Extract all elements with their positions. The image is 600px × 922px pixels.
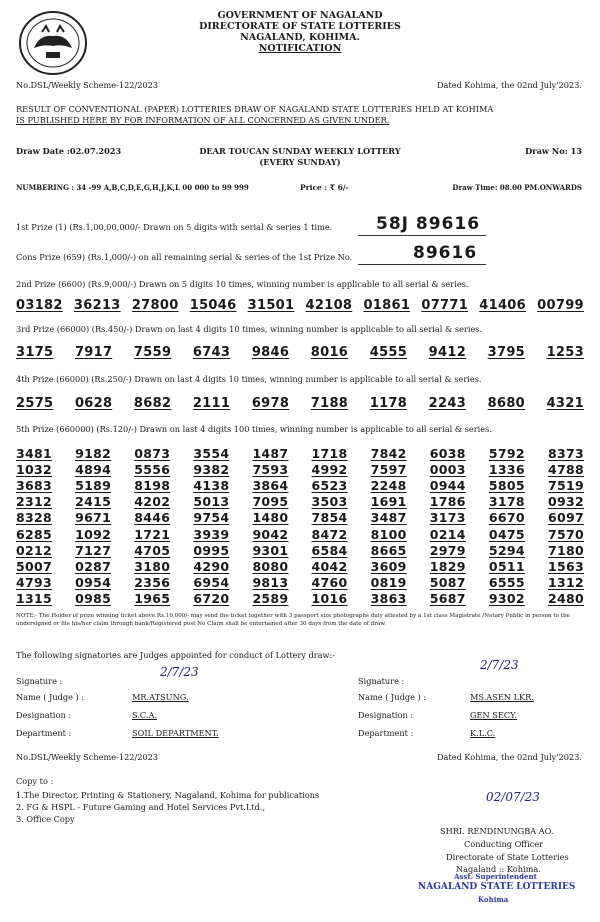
judge-right-department: K.L.C. [470, 728, 496, 738]
second-prize-number: 27800 [131, 298, 179, 313]
fifth-prize-number: 1965 [134, 590, 171, 606]
fifth-prize-row [16, 494, 584, 509]
second-prize-number: 03182 [16, 298, 63, 313]
header-place: NAGALAND, KOHIMA. [240, 32, 360, 43]
third-prize-number: 9846 [251, 345, 290, 360]
judge-left-signature: 2/7/23 [160, 665, 199, 679]
fifth-prize-number: 7519 [547, 478, 584, 494]
stamp-line-1: Asst. Superintendent [454, 872, 537, 881]
fifth-prize-row [16, 591, 584, 606]
second-prize-number: 31501 [247, 298, 295, 313]
fifth-prize-number: 4992 [311, 462, 348, 478]
fifth-prize-number: 2312 [16, 494, 52, 510]
fifth-prize-number: 6555 [488, 574, 525, 590]
third-prize-number: 9412 [428, 345, 467, 360]
judge-right-desig-label: Designation : [358, 710, 414, 720]
copy-item-3: 3. Office Copy [16, 814, 75, 824]
fifth-prize-number: 0954 [75, 574, 112, 590]
officer-role: Conducting Officer [464, 839, 544, 849]
fifth-prize-number: 4793 [16, 574, 52, 590]
fifth-prize-number: 1786 [429, 494, 466, 510]
fifth-prize-number: 3554 [193, 446, 230, 461]
fifth-prize-number: 0475 [488, 526, 525, 542]
fifth-prize-number: 0932 [547, 494, 584, 510]
fifth-prize-number: 3864 [252, 478, 289, 494]
fifth-prize-number: 7127 [75, 542, 112, 558]
third-prize-number: 3175 [16, 345, 54, 360]
numbering: NUMBERING : 34 -99 A,B,C,D,E,G,H,J,K,L 00 000 to 99 999 [16, 183, 249, 192]
second-prize-number: 36213 [73, 298, 121, 313]
second-prize-text: 2nd Prize (6600) (Rs.9,000/-) Drawn on 5 digits 10 times, winning number is applicable to all serial & series. [16, 279, 469, 289]
fifth-prize-number: 3487 [370, 510, 407, 526]
header-gov: GOVERNMENT OF NAGALAND [217, 10, 383, 21]
third-prize-number: 7917 [74, 345, 113, 360]
lottery-name: DEAR TOUCAN SUNDAY WEEKLY LOTTERY [199, 146, 401, 156]
fifth-prize-number: 0995 [193, 542, 230, 558]
fifth-prize-number: 4042 [311, 558, 348, 574]
fifth-prize-number: 7570 [547, 526, 584, 542]
fifth-prize-number: 2356 [134, 574, 171, 590]
third-prize-numbers [16, 345, 584, 360]
judge-left-designation: S.C.A. [132, 710, 158, 720]
draw-number: Draw No: 13 [525, 146, 582, 156]
lottery-sub: (EVERY SUNDAY) [259, 157, 341, 167]
fifth-prize-number: 6038 [429, 446, 466, 461]
fifth-prize-number: 2589 [252, 590, 289, 606]
judge-left-name-label: Name ( Judge ) : [16, 692, 85, 702]
fifth-prize-number: 1032 [16, 462, 52, 478]
fifth-prize-number: 7597 [370, 462, 407, 478]
third-prize-number: 7559 [133, 345, 172, 360]
fifth-prize-number: 5189 [75, 478, 112, 494]
fifth-prize-number: 9671 [75, 510, 112, 526]
fifth-prize-number: 3481 [16, 446, 52, 461]
judge-right-signature: 2/7/23 [480, 658, 519, 672]
judge-right-dept-label: Department : [358, 728, 414, 738]
fifth-prize-number: 8100 [370, 526, 407, 542]
second-prize-number: 15046 [189, 298, 237, 313]
fifth-prize-number: 3503 [311, 494, 348, 510]
fifth-prize-number: 1487 [252, 446, 289, 461]
stamp-line-2: NAGALAND STATE LOTTERIES [418, 882, 576, 892]
fifth-prize-text: 5th Prize (660000) (Rs.120/-) Drawn on last 4 digits 100 times, winning number is applicable to all serial & series. [16, 424, 492, 434]
officer-place: Nagaland :: Kohima. [456, 864, 541, 874]
fifth-prize-row [16, 462, 584, 477]
fourth-prize-number: 1178 [369, 396, 408, 411]
fifth-prize-row [16, 446, 584, 461]
second-prize-number: 01861 [363, 298, 411, 313]
fifth-prize-number: 9813 [252, 574, 289, 590]
officer-name: SHRI. RENDINUNGBA AO. [440, 826, 554, 836]
fifth-prize-number: 9301 [252, 542, 289, 558]
fourth-prize-number: 8680 [487, 396, 526, 411]
second-prize-number: 42108 [305, 298, 353, 313]
copy-item-1: 1.The Director, Printing & Stationery, Nagaland, Kohima for publications [16, 790, 320, 800]
fifth-prize-number: 0212 [16, 542, 52, 558]
fourth-prize-number: 7188 [310, 396, 349, 411]
fifth-prize-number: 1829 [429, 558, 466, 574]
fifth-prize-number: 0873 [134, 446, 171, 461]
fifth-prize-number: 5687 [429, 590, 466, 606]
draw-time: Draw Time: 08.00 PM.ONWARDS [452, 183, 582, 192]
judge-left-sig-label: Signature : [16, 676, 63, 686]
fourth-prize-number: 2111 [192, 396, 231, 411]
draw-date: Draw Date :02.07.2023 [16, 146, 122, 156]
judges-line: The following signatories are Judges appointed for conduct of Lottery draw:- [16, 650, 336, 660]
fifth-prize-number: 5087 [429, 574, 466, 590]
officer-signature: 02/07/23 [486, 790, 540, 804]
fifth-prize-number: 3863 [370, 590, 407, 606]
third-prize-text: 3rd Prize (66000) (Rs.450/-) Drawn on last 4 digits 10 times, winning number is applicable to all serial & series. [16, 324, 483, 334]
fifth-prize-number: 4894 [75, 462, 112, 478]
fifth-prize-row [16, 527, 584, 542]
fifth-prize-number: 6097 [547, 510, 584, 526]
fifth-prize-number: 2979 [429, 542, 466, 558]
third-prize-number: 6743 [192, 345, 231, 360]
fourth-prize-number: 2243 [428, 396, 467, 411]
fifth-prize-number: 6670 [488, 510, 525, 526]
fifth-prize-number: 8198 [134, 478, 171, 494]
fifth-prize-number: 7180 [547, 542, 584, 558]
first-prize-text: 1st Prize (1) (Rs.1,00,00,000/- Drawn on 5 digits with serial & series 1 time. [16, 222, 333, 232]
second-prize-number: 00799 [537, 298, 584, 313]
fifth-prize-number: 4202 [134, 494, 171, 510]
header-directorate: DIRECTORATE OF STATE LOTTERIES [199, 21, 401, 32]
fifth-prize-number: 5013 [193, 494, 230, 510]
first-prize-number: 58J 89616 [376, 214, 481, 234]
fourth-prize-number: 8682 [133, 396, 172, 411]
copy-item-2: 2. FG & HSPL - Future Gaming and Hotel Services Pvt.Ltd., [16, 802, 266, 812]
fifth-prize-number: 6720 [193, 590, 230, 606]
intro-line-1: RESULT OF CONVENTIONAL (PAPER) LOTTERIES DRAW OF NAGALAND STATE LOTTERIES HELD AT KOHIMA [16, 104, 494, 114]
fifth-prize-number: 5294 [488, 542, 525, 558]
fifth-prize-number: 6523 [311, 478, 348, 494]
copy-to-label: Copy to : [16, 776, 54, 786]
fifth-prize-number: 3178 [488, 494, 525, 510]
judge-right-name: MS.ASEN LKR. [470, 692, 534, 702]
intro-line-2: IS PUBLISHED HERE BY FOR INFORMATION OF ALL CONCERNED AS GIVEN UNDER. [16, 115, 390, 125]
fifth-prize-number: 8328 [16, 510, 52, 526]
fifth-prize-number: 1312 [547, 574, 584, 590]
fifth-prize-number: 5556 [134, 462, 171, 478]
fifth-prize-number: 8373 [547, 446, 584, 461]
fifth-prize-number: 0511 [488, 558, 525, 574]
fifth-prize-number: 0944 [429, 478, 466, 494]
fifth-prize-number: 1480 [252, 510, 289, 526]
fifth-prize-number: 4290 [193, 558, 230, 574]
fifth-prize-row [16, 559, 584, 574]
fifth-prize-number: 0003 [429, 462, 466, 478]
second-prize-numbers [16, 298, 584, 313]
first-prize-underline [358, 235, 486, 236]
reference-number: No.DSL/Weekly Scheme-122/2023 [16, 80, 159, 90]
third-prize-number: 4555 [369, 345, 408, 360]
fifth-prize-number: 1721 [134, 526, 171, 542]
fifth-prize-number: 0985 [75, 590, 112, 606]
fifth-prize-row [16, 575, 584, 590]
fifth-prize-number: 0287 [75, 558, 112, 574]
fifth-prize-number: 8446 [134, 510, 171, 526]
judge-left-name: MR.ATSUNG. [132, 692, 189, 702]
dated-line-footer: Dated Kohima, the 02nd July'2023. [436, 752, 582, 762]
fifth-prize-number: 2248 [370, 478, 407, 494]
fifth-prize-number: 0819 [370, 574, 407, 590]
fifth-prize-number: 8665 [370, 542, 407, 558]
fifth-prize-number: 9182 [75, 446, 112, 461]
judge-left-dept-label: Department : [16, 728, 72, 738]
fifth-prize-number: 3939 [193, 526, 230, 542]
fifth-prize-number: 7095 [252, 494, 289, 510]
fifth-prize-number: 1563 [547, 558, 584, 574]
fifth-prize-number: 1092 [75, 526, 112, 542]
fifth-prize-number: 1016 [311, 590, 348, 606]
fourth-prize-text: 4th Prize (66000) (Rs.250/-) Drawn on last 4 digits 10 times, winning number is applicable to all serial & series. [16, 374, 482, 384]
fifth-prize-number: 3609 [370, 558, 407, 574]
judge-right-name-label: Name ( Judge ) : [358, 692, 427, 702]
cons-prize-text: Cons Prize (659) (Rs.1,000/-) on all remaining serial & series of the 1st Prize No. [16, 252, 353, 262]
fifth-prize-number: 8472 [311, 526, 348, 542]
second-prize-number: 07771 [421, 298, 469, 313]
fifth-prize-number: 5792 [488, 446, 525, 461]
fifth-prize-number: 2480 [547, 590, 584, 606]
fifth-prize-row [16, 478, 584, 493]
fifth-prize-number: 4760 [311, 574, 348, 590]
judge-left-department: SOIL DEPARTMENT. [132, 728, 219, 738]
fourth-prize-number: 0628 [74, 396, 113, 411]
third-prize-number: 8016 [310, 345, 349, 360]
note: NOTE:- The Holder of prize winning ticket above Rs.10,000/- may send the ticket together with 3 passport size photographs duly attested by a 1st class Magistrate /Notary Public in person to the undersigned or file his/her claim through bank/Registered post No Claim shall be entertained after 30 days from the date of draw. [16, 613, 570, 627]
fifth-prize-number: 3683 [16, 478, 52, 494]
judge-right-designation: GEN SECY. [470, 710, 518, 720]
judge-right-sig-label: Signature : [358, 676, 405, 686]
fifth-prize-number: 3180 [134, 558, 171, 574]
fifth-prize-number: 7842 [370, 446, 407, 461]
stamp-line-3: Kohima [478, 895, 509, 904]
fifth-prize-number: 9042 [252, 526, 289, 542]
fourth-prize-numbers [16, 396, 584, 411]
fifth-prize-number: 6584 [311, 542, 348, 558]
fifth-prize-number: 4788 [547, 462, 584, 478]
price: Price : ₹ 6/- [300, 183, 349, 192]
fourth-prize-number: 4321 [546, 396, 584, 411]
fifth-prize-row [16, 510, 584, 525]
fifth-prize-number: 1691 [370, 494, 407, 510]
fifth-prize-number: 8080 [252, 558, 289, 574]
fifth-prize-number: 2415 [75, 494, 112, 510]
fifth-prize-number: 9754 [193, 510, 230, 526]
third-prize-number: 3795 [487, 345, 526, 360]
fifth-prize-number: 1718 [311, 446, 348, 461]
fifth-prize-number: 4705 [134, 542, 171, 558]
fifth-prize-number: 7593 [252, 462, 289, 478]
fifth-prize-number: 3173 [429, 510, 466, 526]
second-prize-number: 41406 [479, 298, 526, 313]
fifth-prize-row [16, 543, 584, 558]
fifth-prize-number: 0214 [429, 526, 466, 542]
fourth-prize-number: 2575 [16, 396, 54, 411]
fifth-prize-number: 5805 [488, 478, 525, 494]
judge-left-desig-label: Designation : [16, 710, 72, 720]
fifth-prize-number: 6954 [193, 574, 230, 590]
dated-line: Dated Kohima, the 02nd July'2023. [436, 80, 582, 90]
header-notification: NOTIFICATION [258, 43, 342, 54]
officer-directorate: Directorate of State Lotteries [446, 852, 569, 862]
reference-number-footer: No.DSL/Weekly Scheme-122/2023 [16, 752, 159, 762]
fourth-prize-number: 6978 [251, 396, 290, 411]
fifth-prize-number: 9382 [193, 462, 230, 478]
fifth-prize-number: 6285 [16, 526, 52, 542]
fifth-prize-number: 1315 [16, 590, 52, 606]
fifth-prize-number: 7854 [311, 510, 348, 526]
cons-prize-number: 89616 [413, 243, 478, 263]
third-prize-number: 1253 [546, 345, 584, 360]
fifth-prize-number: 4138 [193, 478, 230, 494]
fifth-prize-number: 5007 [16, 558, 52, 574]
cons-prize-underline [358, 264, 486, 265]
fifth-prize-number: 1336 [488, 462, 525, 478]
fifth-prize-number: 9302 [488, 590, 525, 606]
